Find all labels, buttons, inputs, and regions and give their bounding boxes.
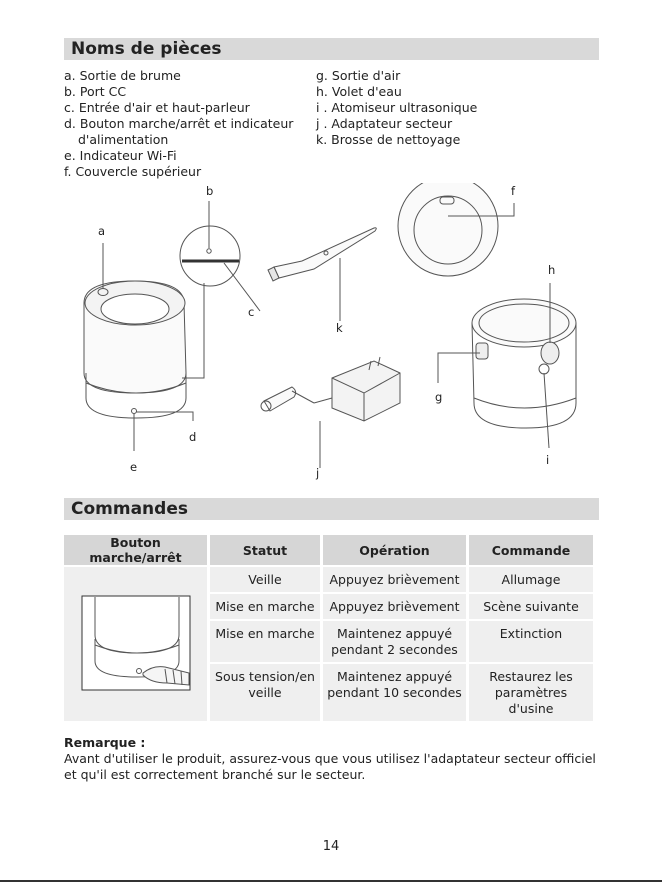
label-e: e xyxy=(130,460,138,474)
parts-diagram xyxy=(64,183,599,483)
part-item: d. Bouton marche/arrêt et indicateur xyxy=(64,116,294,131)
command-cell: Scène suivante xyxy=(469,594,593,619)
operation-cell: Maintenez appuyé pendant 10 secondes xyxy=(323,664,466,721)
label-h: h xyxy=(548,263,556,277)
part-item: a. Sortie de brume xyxy=(64,68,181,83)
label-f: f xyxy=(511,184,516,198)
status-cell: Sous tension/en veille xyxy=(210,664,320,721)
label-j: j xyxy=(316,466,320,480)
note-text: Avant d'utiliser le produit, assurez-vous que vous utilisez l'adaptateur secteur officiel et qu'il est correctement branché sur le secteur. xyxy=(64,751,596,782)
operation-cell: Appuyez brièvement xyxy=(323,594,466,619)
command-cell: Extinction xyxy=(469,621,593,662)
operation-cell: Maintenez appuyé pendant 2 secondes xyxy=(323,621,466,662)
magnified-detail-drawing xyxy=(180,226,240,286)
operation-cell: Appuyez brièvement xyxy=(323,567,466,592)
section-title-parts: Noms de pièces xyxy=(64,38,599,60)
label-g: g xyxy=(435,390,443,404)
status-cell: Veille xyxy=(210,567,320,592)
humidifier-base-drawing xyxy=(438,283,576,448)
label-i: i xyxy=(546,453,550,467)
commands-table xyxy=(61,533,596,723)
power-adapter-drawing xyxy=(261,357,400,468)
table-header: Bouton marche/arrêt xyxy=(64,535,207,565)
parts-list-left xyxy=(64,68,293,180)
section-title-controls: Commandes xyxy=(64,498,599,520)
label-b: b xyxy=(206,184,214,198)
label-d: d xyxy=(189,430,197,444)
label-c: c xyxy=(248,305,255,319)
table-header: Commande xyxy=(469,535,593,565)
part-item: h. Volet d'eau xyxy=(316,84,402,99)
status-cell: Mise en marche xyxy=(210,621,320,662)
part-item: d'alimentation xyxy=(78,132,169,147)
cleaning-brush-drawing xyxy=(268,228,376,321)
label-a: a xyxy=(98,224,106,238)
table-header: Statut xyxy=(210,535,320,565)
power-button-illustration xyxy=(81,595,191,691)
top-cover-drawing xyxy=(398,183,514,276)
part-item: e. Indicateur Wi-Fi xyxy=(64,148,177,163)
bottom-divider xyxy=(0,880,662,882)
humidifier-body-drawing xyxy=(84,281,186,418)
part-item: c. Entrée d'air et haut-parleur xyxy=(64,100,250,115)
part-item: j . Adaptateur secteur xyxy=(316,116,453,131)
table-row xyxy=(64,567,593,592)
note-block xyxy=(64,735,604,783)
status-cell: Mise en marche xyxy=(210,594,320,619)
part-item: g. Sortie d'air xyxy=(316,68,401,83)
page-number: 14 xyxy=(322,839,340,854)
part-item: i . Atomiseur ultrasonique xyxy=(316,100,478,115)
parts-list-right xyxy=(316,68,477,148)
part-item: k. Brosse de nettoyage xyxy=(316,132,461,147)
command-cell: Restaurez les paramètres d'usine xyxy=(469,664,593,721)
table-header: Opération xyxy=(323,535,466,565)
command-cell: Allumage xyxy=(469,567,593,592)
label-k: k xyxy=(336,321,343,335)
button-illustration-cell xyxy=(64,567,207,721)
note-title: Remarque : xyxy=(64,735,146,750)
part-item: f. Couvercle supérieur xyxy=(64,164,202,179)
part-item: b. Port CC xyxy=(64,84,127,99)
